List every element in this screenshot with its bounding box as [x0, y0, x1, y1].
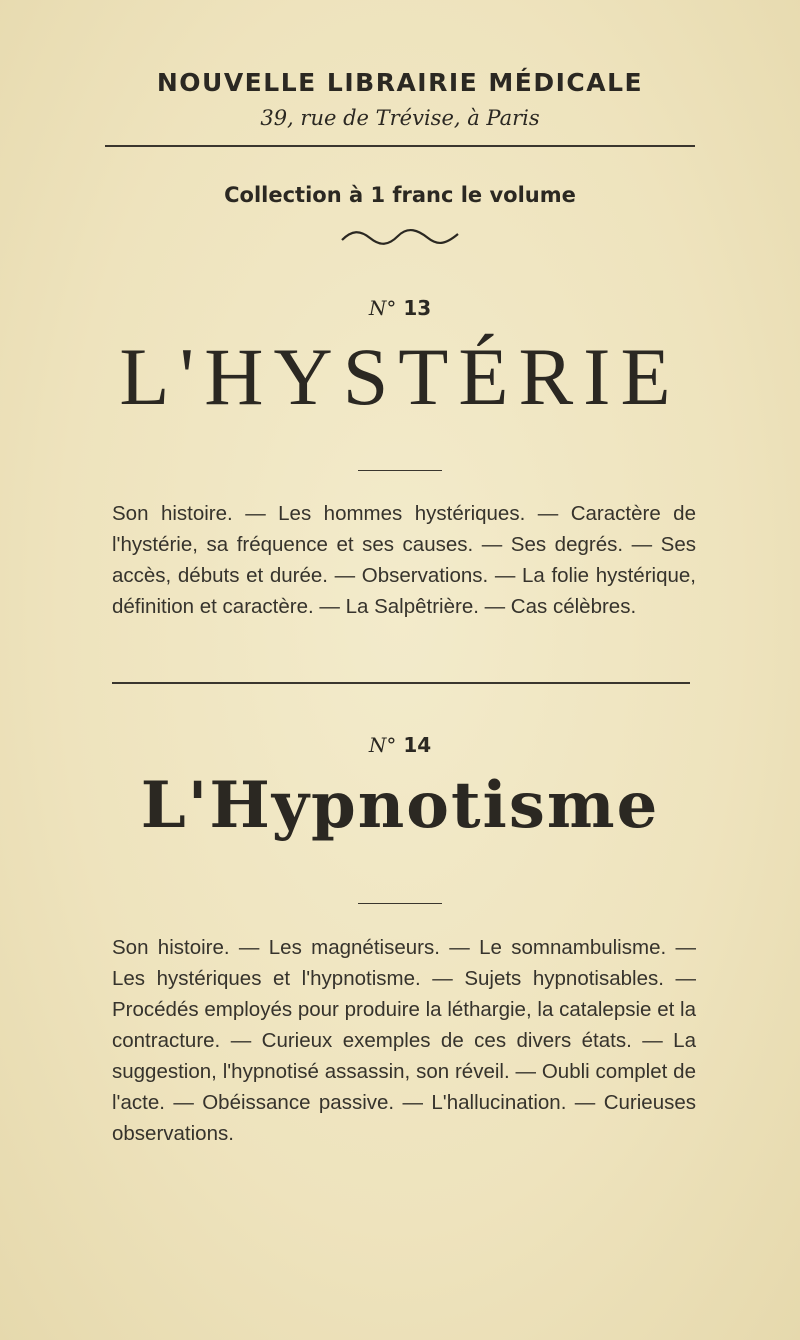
number-prefix: N° — [368, 733, 397, 757]
entry-number — [0, 733, 800, 757]
publisher-name: NOUVELLE LIBRAIRIE MÉDICALE — [156, 68, 644, 97]
book-title: L'Hypnotisme — [140, 768, 660, 843]
collection-heading: Collection à 1 franc le volume — [224, 183, 576, 207]
wave-ornament-icon — [340, 228, 460, 248]
number-value: 14 — [403, 733, 432, 757]
book-description: Son histoire. — Les magnétiseurs. — Le somnambulisme. — Les hystériques et l'hypnotisme. — Sujets hypnotisables. — Procédés employés pour produire la léthargie, la catalepsie et la contracture. — Curieux exemples de ces divers états. — La suggestion, l'hypnotisé assassin, son réveil. — Oubli complet de l'acte. — Obéissance passive. — L'hallucination. — Curieuses observations. — [112, 936, 696, 1145]
book-title: L'HYSTÉRIE — [119, 331, 681, 422]
title-rule — [358, 470, 442, 471]
number-value: 13 — [403, 296, 432, 320]
entry-number — [0, 296, 800, 320]
publisher-address: 39, rue de Trévise, à Paris — [260, 106, 540, 130]
number-prefix: N° — [368, 296, 397, 320]
section-divider — [112, 682, 690, 684]
header-rule — [105, 145, 695, 147]
book-description: Son histoire. — Les hommes hystériques. — Caractère de l'hystérie, sa fréquence et ses causes. — Ses degrés. — Ses accès, débuts et durée. — Observations. — La folie hystérique, définition et caractère. — La Salpêtrière. — Cas célèbres. — [112, 502, 696, 618]
title-rule — [358, 903, 442, 904]
